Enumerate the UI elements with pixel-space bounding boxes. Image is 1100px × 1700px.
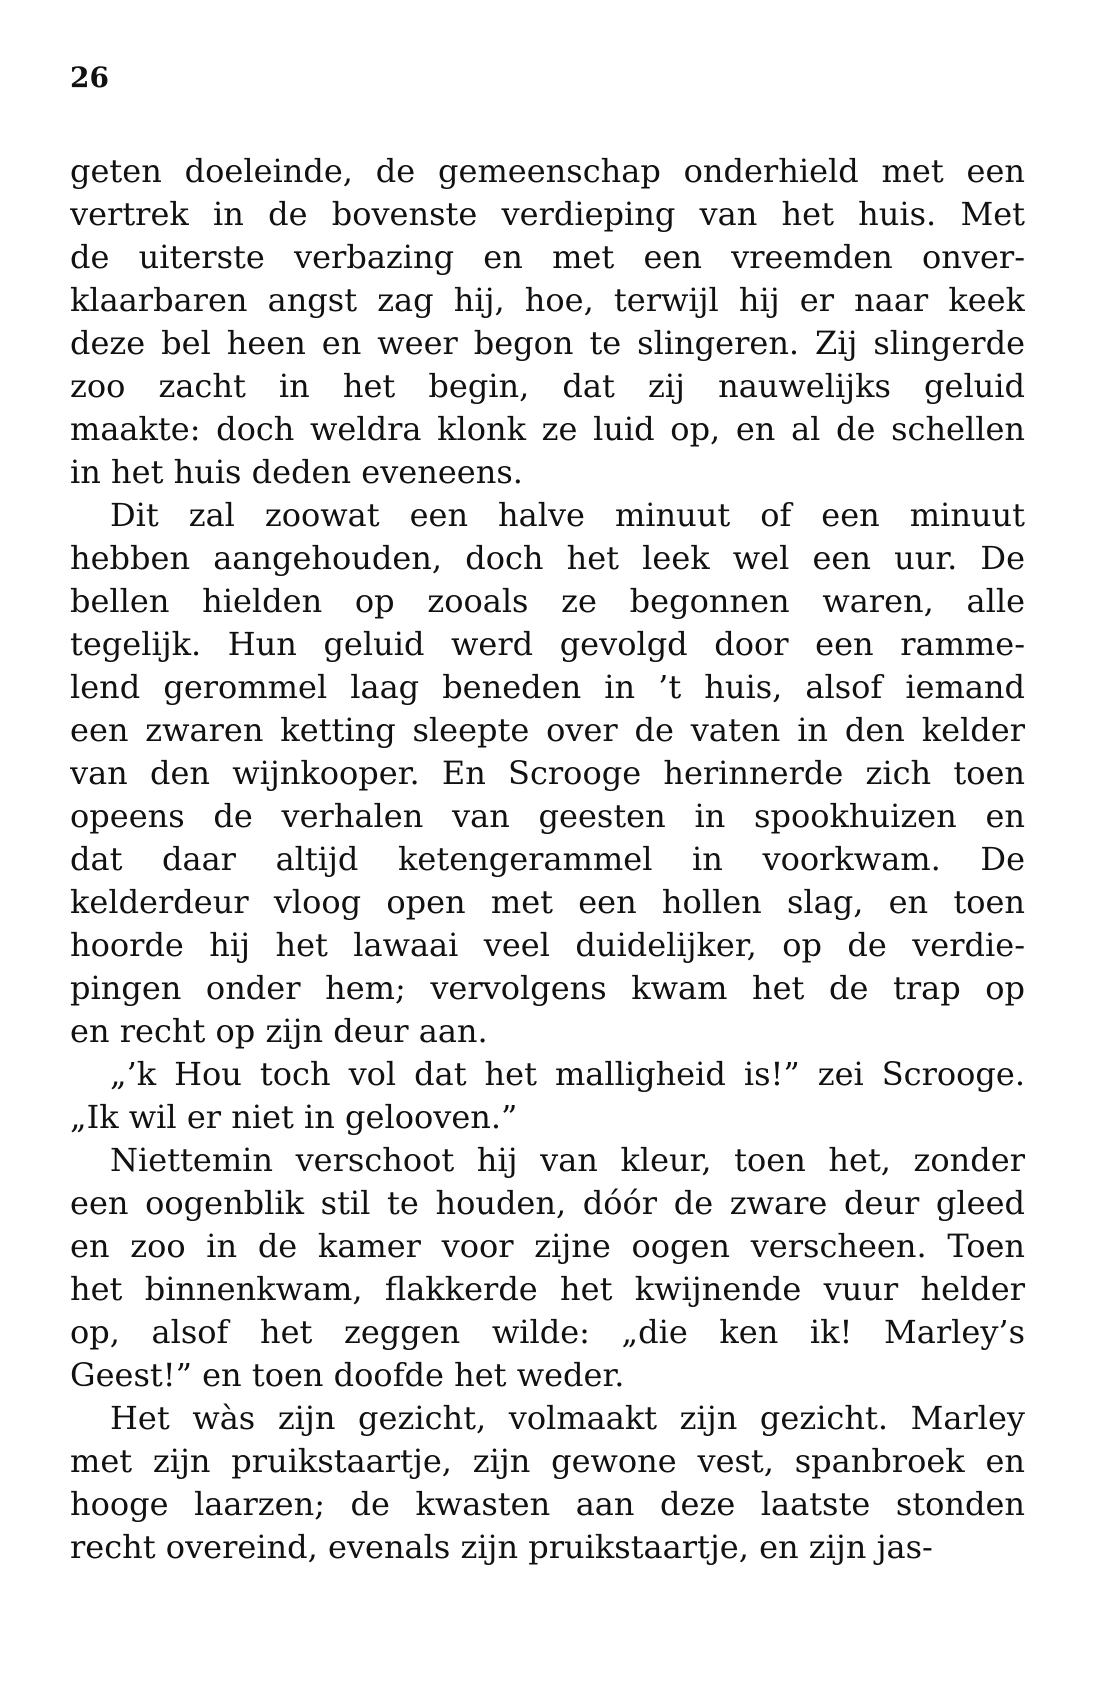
text-line: en zoo in de kamer voor zijne oogen verscheen. Toen <box>70 1227 1025 1265</box>
text-line: recht overeind, evenals zijn pruikstaartje, en zijn jas- <box>70 1528 933 1566</box>
text-line: dat daar altijd ketengerammel in voorkwam. De <box>70 840 1025 878</box>
text-line: op, alsof het zeggen wilde: „die ken ik! Marley’s <box>70 1313 1025 1351</box>
text-line: hoorde hij het lawaai veel duidelijker, op de verdie- <box>70 926 1025 964</box>
text-line: tegelijk. Hun geluid werd gevolgd door een ramme- <box>70 625 1025 663</box>
text-line: van den wijnkooper. En Scrooge herinnerde zich toen <box>70 754 1025 792</box>
text-line: Geest!” en toen doofde het weder. <box>70 1356 625 1394</box>
body-text <box>70 150 1025 1569</box>
text-line: hebben aangehouden, doch het leek wel een uur. De <box>70 539 1025 577</box>
paragraph <box>70 1139 1025 1397</box>
text-line: deze bel heen en weer begon te slingeren. Zij slingerde <box>70 324 1025 362</box>
text-line: geten doeleinde, de gemeenschap onderhield met een <box>70 152 1025 190</box>
paragraph <box>70 494 1025 1053</box>
text-line: pingen onder hem; vervolgens kwam het de trap op <box>70 969 1025 1007</box>
text-line: een zwaren ketting sleepte over de vaten in den kelder <box>70 711 1025 749</box>
text-line: „Ik wil er niet in gelooven.” <box>70 1098 518 1136</box>
text-line: het binnenkwam, flakkerde het kwijnende vuur helder <box>70 1270 1025 1308</box>
paragraph <box>70 1053 1025 1139</box>
text-line: lend gerommel laag beneden in ’t huis, alsof iemand <box>70 668 1025 706</box>
text-line: „’k Hou toch vol dat het malligheid is!” zei Scrooge. <box>110 1055 1025 1093</box>
text-line: hooge laarzen; de kwasten aan deze laatste stonden <box>70 1485 1025 1523</box>
text-line: Het wàs zijn gezicht, volmaakt zijn gezicht. Marley <box>110 1399 1025 1437</box>
text-line: een oogenblik stil te houden, dóór de zware deur gleed <box>70 1184 1025 1222</box>
text-line: en recht op zijn deur aan. <box>70 1012 488 1050</box>
text-line: opeens de verhalen van geesten in spookhuizen en <box>70 797 1025 835</box>
text-line: zoo zacht in het begin, dat zij nauwelijks geluid <box>70 367 1025 405</box>
text-line: Niettemin verschoot hij van kleur, toen het, zonder <box>110 1141 1025 1179</box>
paragraph <box>70 150 1025 494</box>
page-number: 26 <box>70 61 109 94</box>
text-line: Dit zal zoowat een halve minuut of een minuut <box>110 496 1025 534</box>
text-line: in het huis deden eveneens. <box>70 453 523 491</box>
text-line: kelderdeur vloog open met een hollen slag, en toen <box>70 883 1025 921</box>
paragraph <box>70 1397 1025 1569</box>
text-line: vertrek in de bovenste verdieping van het huis. Met <box>70 195 1025 233</box>
text-line: met zijn pruikstaartje, zijn gewone vest, spanbroek en <box>70 1442 1025 1480</box>
text-line: klaarbaren angst zag hij, hoe, terwijl hij er naar keek <box>70 281 1025 319</box>
text-line: maakte: doch weldra klonk ze luid op, en al de schellen <box>70 410 1025 448</box>
text-line: bellen hielden op zooals ze begonnen waren, alle <box>70 582 1025 620</box>
text-line: de uiterste verbazing en met een vreemden onver- <box>70 238 1025 276</box>
